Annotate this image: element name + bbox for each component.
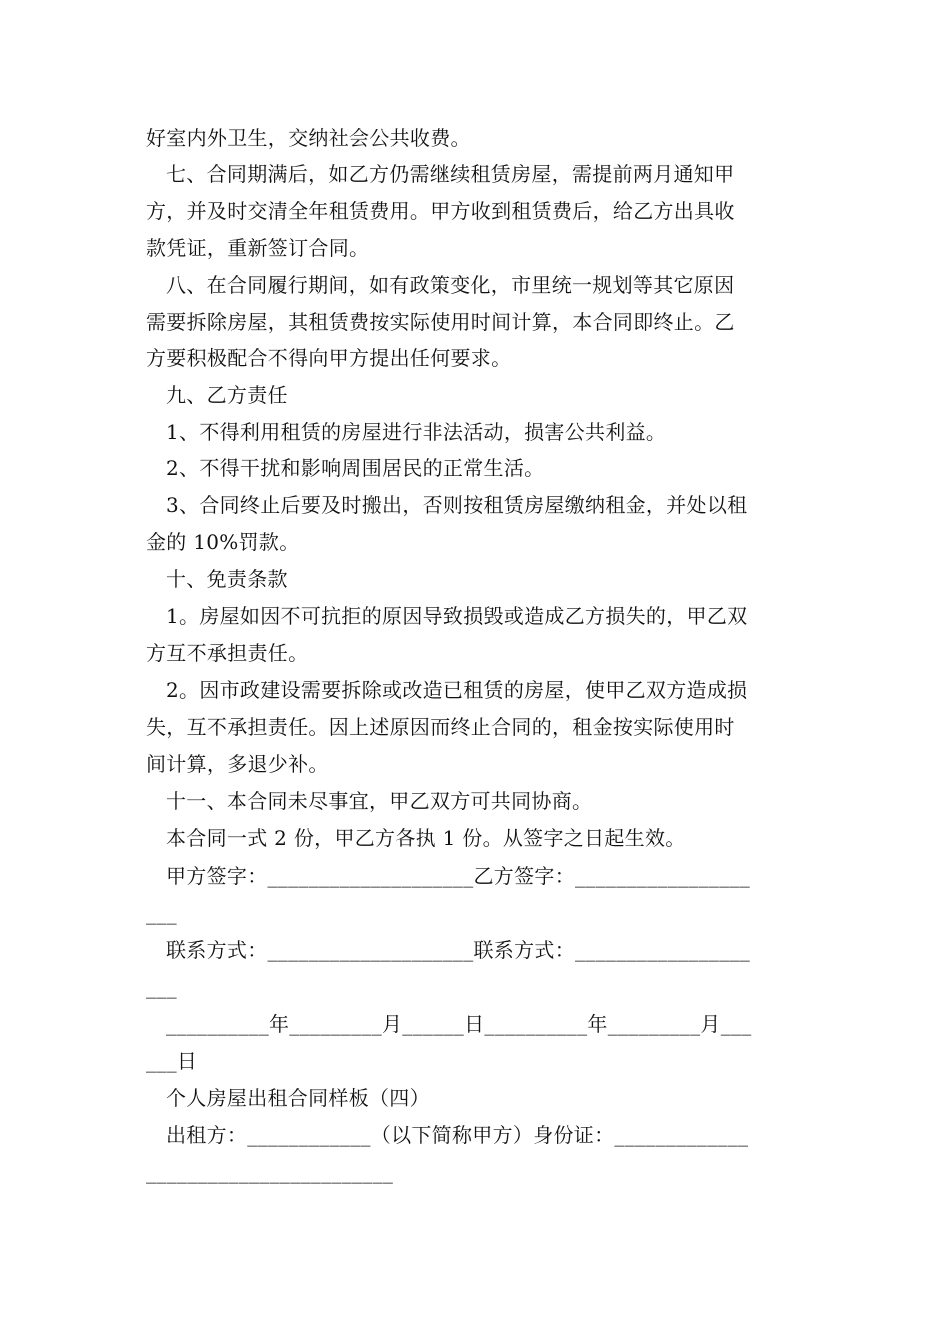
signature-line-continued: ___ [146,901,177,925]
text-line: 十一、本合同未尽事宜，甲乙双方可共同协商。 [166,789,593,813]
text-line: 金的 10%罚款。 [146,530,300,554]
text-line: 款凭证，重新签订合同。 [146,236,370,260]
contact-line: 联系方式：____________________联系方式：_________________ [166,938,751,962]
text-line: 方互不承担责任。 [146,641,309,665]
date-line: __________年_________月______日__________年_________月___ [166,1012,752,1036]
section-heading: 十、免责条款 [166,567,288,591]
lessor-line: 出租方：____________（以下简称甲方）身份证：_____________ [166,1123,749,1147]
date-line-continued: ___日 [146,1049,198,1073]
contract-title: 个人房屋出租合同样板（四） [166,1086,430,1110]
text-line: 2。因市政建设需要拆除或改造已租赁的房屋，使甲乙双方造成损 [166,678,748,702]
text-line: 七、合同期满后，如乙方仍需继续租赁房屋，需提前两月通知甲 [166,162,735,186]
text-line: 八、在合同履行期间，如有政策变化，市里统一规划等其它原因 [166,273,735,297]
text-line: 2、不得干扰和影响周围居民的正常生活。 [166,456,545,480]
text-line: 方要积极配合不得向甲方提出任何要求。 [146,346,512,370]
text-line: 间计算，多退少补。 [146,752,329,776]
signature-line: 甲方签字：____________________乙方签字：_________________ [166,864,751,888]
text-line: 失，互不承担责任。因上述原因而终止合同的，租金按实际使用时 [146,715,735,739]
contact-line-continued: ___ [146,975,177,999]
text-line: 需要拆除房屋，其租赁费按实际使用时间计算，本合同即终止。乙 [146,310,735,334]
text-line: 3、合同终止后要及时搬出，否则按租赁房屋缴纳租金，并处以租 [166,493,748,517]
text-line: 方，并及时交清全年租赁费用。甲方收到租赁费后，给乙方出具收 [146,199,735,223]
text-line: 1、不得利用租赁的房屋进行非法活动，损害公共利益。 [166,420,667,444]
text-line: 好室内外卫生，交纳社会公共收费。 [146,126,471,150]
text-line: 1。房屋如因不可抗拒的原因导致损毁或造成乙方损失的，甲乙双 [166,604,748,628]
section-heading: 九、乙方责任 [166,383,288,407]
text-line: 本合同一式 2 份，甲乙方各执 1 份。从签字之日起生效。 [166,826,686,850]
lessor-line-continued: ________________________ [146,1160,394,1184]
